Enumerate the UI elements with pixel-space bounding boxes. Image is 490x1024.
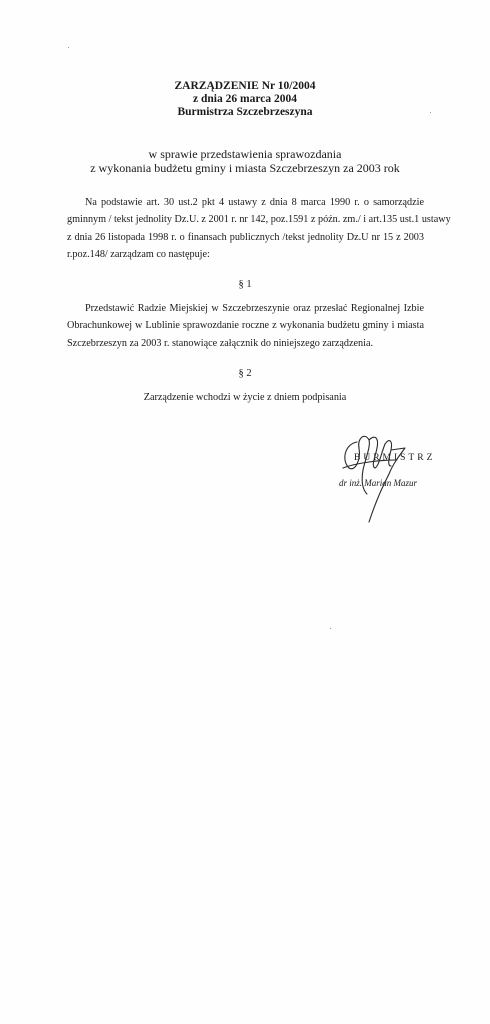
document-subject bbox=[0, 147, 490, 175]
paragraph-line: Przedstawić Radzie Miejskiej w Szczebrzeszynie oraz przesłać Regionalnej Izbie bbox=[85, 303, 424, 314]
document-header bbox=[0, 80, 490, 119]
paragraph-line: z dnia 26 listopada 1998 r. o finansach publicznych /tekst jednolity Dz.U nr 15 z 2003 bbox=[67, 231, 424, 243]
document-date: z dnia 26 marca 2004 bbox=[193, 93, 297, 105]
scan-speck bbox=[430, 112, 431, 113]
scan-speck bbox=[68, 47, 69, 48]
signature-title: BURMISTRZ bbox=[354, 453, 436, 463]
paragraph-line: Obrachunkowej w Lublinie sprawozdanie roczne z wykonania budżetu gminy i miasta bbox=[67, 320, 424, 332]
document-authority: Burmistrza Szczebrzeszyna bbox=[177, 106, 313, 118]
paragraph-line: r.poz.148/ zarządzam co następuje: bbox=[67, 248, 210, 260]
paragraph-line: Szczebrzeszyn za 2003 r. stanowiące załącznik do niniejszego zarządzenia. bbox=[67, 337, 374, 349]
document-title: ZARZĄDZENIE Nr 10/2004 bbox=[174, 80, 316, 92]
paragraph-line: gminnym / tekst jednolity Dz.U. z 2001 r. nr 142, poz.1591 z późn. zm./ i art.135 ust.1 ustawy bbox=[67, 214, 451, 226]
subject-line: w sprawie przedstawienia sprawozdania bbox=[148, 147, 342, 161]
handwritten-signature bbox=[335, 430, 425, 530]
section-2-text: Zarządzenie wchodzi w życie z dniem podpisania bbox=[143, 392, 347, 403]
preamble-paragraph bbox=[67, 194, 451, 263]
paragraph-line: Na podstawie art. 30 ust.2 pkt 4 ustawy z dnia 8 marca 1990 r. o samorządzie bbox=[85, 197, 424, 208]
section-2-mark: § 2 bbox=[238, 368, 252, 379]
subject-line: z wykonania budżetu gminy i miasta Szczebrzeszyn za 2003 rok bbox=[90, 161, 400, 175]
section-1-paragraph bbox=[67, 300, 424, 352]
section-1-mark: § 1 bbox=[238, 279, 252, 290]
scan-speck bbox=[330, 628, 331, 629]
signature-name: dr inż. Marian Mazur bbox=[339, 478, 418, 488]
